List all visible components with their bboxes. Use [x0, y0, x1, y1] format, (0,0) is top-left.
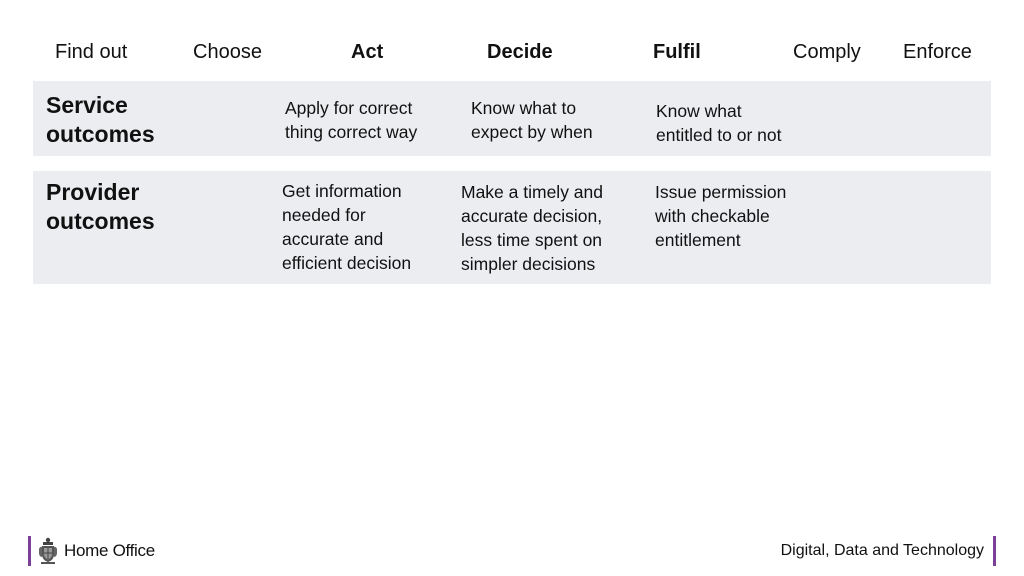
accent-bar — [28, 536, 31, 566]
brand-name: Home Office — [64, 541, 155, 560]
provider-fulfil-cell — [655, 180, 835, 252]
footer-tagline-group — [781, 536, 996, 566]
cell-line: simpler decisions — [461, 254, 596, 274]
cell-line: with checkable — [655, 206, 770, 226]
cell-line: expect by when — [471, 122, 593, 142]
cell-line: Issue permission — [655, 182, 787, 202]
cell-line: Know what to — [471, 98, 577, 118]
service-title-line: Service — [46, 92, 128, 118]
stage-act: Act — [351, 41, 384, 63]
cell-line: entitled to or not — [656, 125, 782, 145]
cell-line: needed for — [282, 205, 366, 225]
service-outcomes-row — [33, 81, 991, 156]
cell-line: accurate and — [282, 229, 384, 249]
accent-bar — [993, 536, 996, 566]
service-outcomes-title — [46, 91, 206, 149]
provider-outcomes-title — [46, 178, 206, 236]
stage-fulfil: Fulfil — [653, 41, 701, 63]
stage-choose: Choose — [193, 41, 262, 63]
cell-line: Make a timely and — [461, 182, 604, 202]
cell-line: Apply for correct — [285, 98, 413, 118]
royal-crest-icon — [38, 537, 58, 565]
provider-decide-cell — [461, 180, 641, 276]
cell-line: accurate decision, — [461, 206, 603, 226]
stage-enforce: Enforce — [903, 41, 972, 63]
home-office-logo — [28, 536, 155, 566]
service-act-cell — [285, 96, 465, 144]
cell-line: efficient decision — [282, 253, 412, 273]
cell-line: Get information — [282, 181, 402, 201]
provider-act-cell — [282, 179, 462, 275]
stage-comply: Comply — [793, 41, 861, 63]
cell-line: Know what — [656, 101, 742, 121]
service-fulfil-cell — [656, 99, 836, 147]
provider-title-line: Provider — [46, 179, 140, 205]
service-title-line: outcomes — [46, 121, 155, 147]
stage-decide: Decide — [487, 41, 553, 63]
provider-outcomes-row — [33, 171, 991, 284]
cell-line: thing correct way — [285, 122, 418, 142]
cell-line: entitlement — [655, 230, 741, 250]
cell-line: less time spent on — [461, 230, 603, 250]
stage-find-out: Find out — [55, 41, 128, 63]
footer-tagline: Digital, Data and Technology — [780, 542, 984, 559]
provider-title-line: outcomes — [46, 208, 155, 234]
service-decide-cell — [471, 96, 651, 144]
